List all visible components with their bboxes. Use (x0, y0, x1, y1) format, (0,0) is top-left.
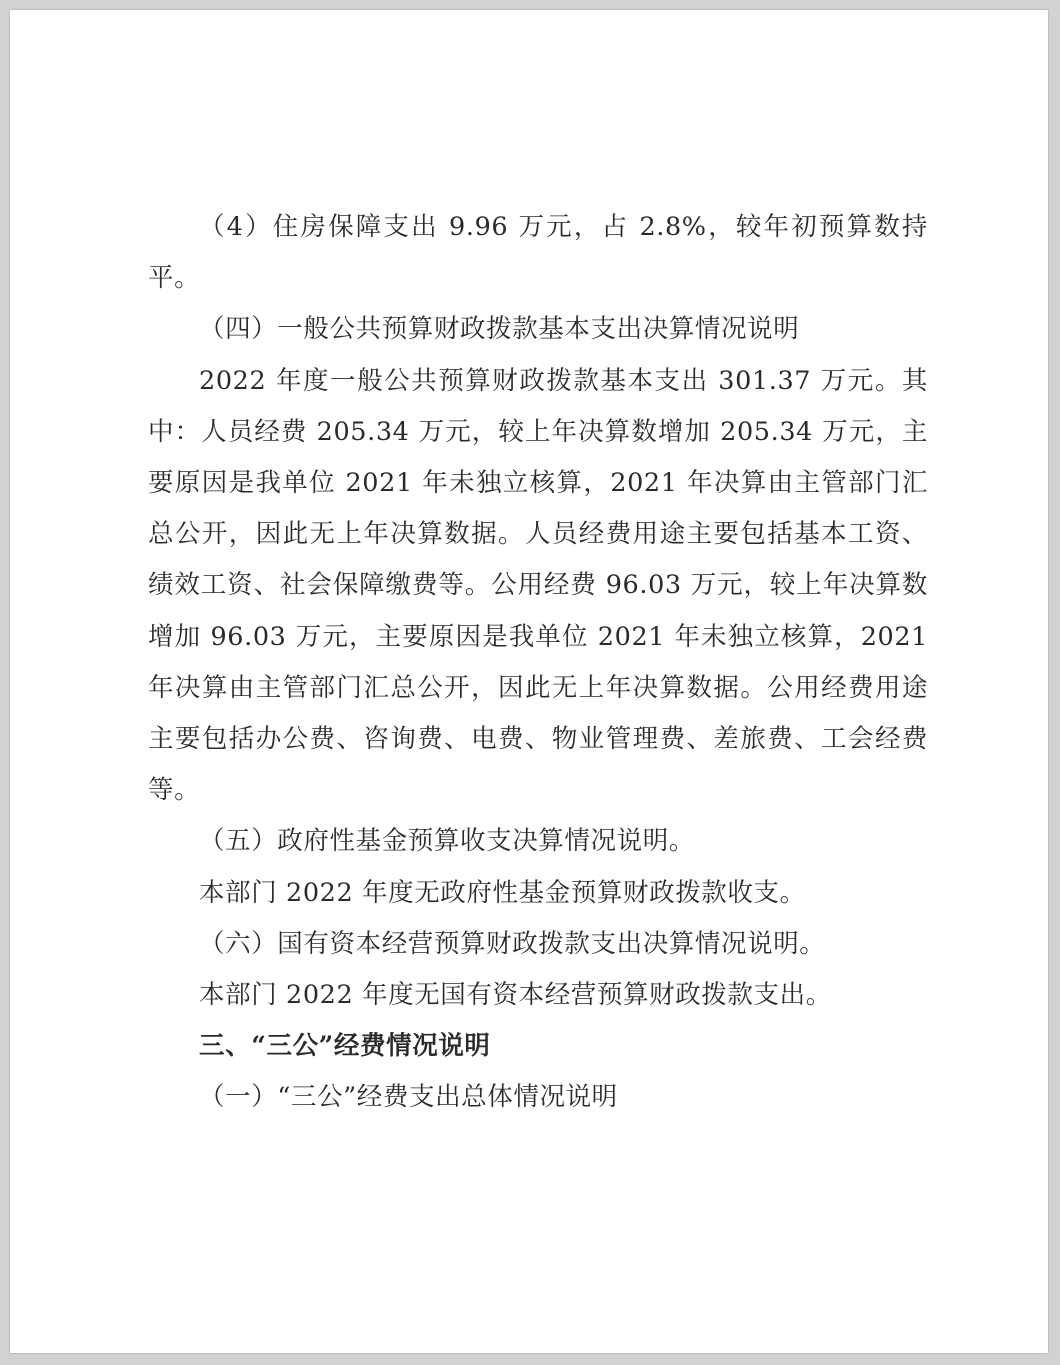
paragraph-basic-expense: 2022 年度一般公共预算财政拨款基本支出 301.37 万元。其中：人员经费 205.34 万元，较上年决算数增加 205.34 万元，主要原因是我单位 2021 年未独立核算，2021 年决算由主管部门汇总公开，因此无上年决算数据。人员经费用途主要包括基本工资、绩效工资、社会保障缴费等。公用经费 96.03 万元，较上年决算数增加 96.03 万元，主要原因是我单位 2021 年未独立核算，2021 年决算由主管部门汇总公开，因此无上年决算数据。公用经费用途主要包括办公费、咨询费、电费、物业管理费、差旅费、工会经费等。 (148, 365, 928, 806)
heading-state-capital: （六）国有资本经营预算财政拨款支出决算情况说明。 (199, 928, 826, 959)
heading-gov-fund: （五）政府性基金预算收支决算情况说明。 (199, 826, 695, 857)
paragraph-state-capital: 本部门 2022 年度无国有资本经营预算财政拨款支出。 (199, 980, 832, 1011)
paragraph-housing-expense: （4）住房保障支出 9.96 万元，占 2.8%，较年初预算数持平。 (148, 212, 928, 294)
document-page (10, 10, 1048, 1353)
paragraph-gov-fund: 本部门 2022 年度无政府性基金预算财政拨款收支。 (199, 877, 806, 908)
document-body (148, 202, 928, 1124)
section-heading-three-public: 三、“三公”经费情况说明 (199, 1031, 491, 1062)
heading-basic-expense: （四）一般公共预算财政拨款基本支出决算情况说明 (199, 314, 800, 345)
heading-three-public-overall: （一）“三公”经费支出总体情况说明 (199, 1082, 618, 1113)
